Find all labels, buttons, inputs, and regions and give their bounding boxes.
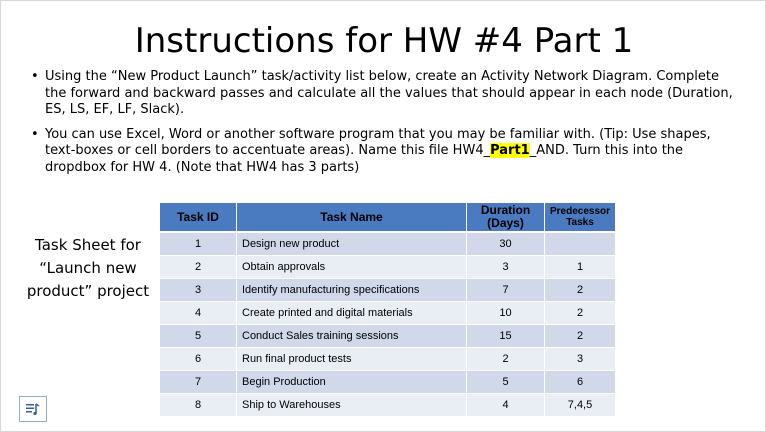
cell-task-id: 7 (160, 371, 237, 394)
cell-predecessor: 3 (545, 348, 616, 371)
table-row (160, 394, 616, 417)
cell-task-id: 8 (160, 394, 237, 417)
cell-task-id: 1 (160, 233, 237, 256)
cell-task-name: Ship to Warehouses (237, 394, 467, 417)
table-row (160, 325, 616, 348)
table-row (160, 302, 616, 325)
cell-duration: 5 (467, 371, 545, 394)
cell-task-id: 3 (160, 279, 237, 302)
cell-duration: 2 (467, 348, 545, 371)
bullet-item (31, 69, 743, 119)
notes-icon (25, 402, 41, 416)
task-sheet-label: Task Sheet for “Launch new product” project (26, 236, 150, 300)
bullet-text-pre: You can use Excel, Word or another software program that you may be familiar with. (Tip: Use shapes, text-boxes or cell borders to accentuate areas). Name this file HW4_ (45, 126, 711, 158)
cell-predecessor: 6 (545, 371, 616, 394)
bullet-list (31, 69, 743, 184)
cell-task-id: 2 (160, 256, 237, 279)
cell-duration: 15 (467, 325, 545, 348)
cell-predecessor: 2 (545, 325, 616, 348)
table-row (160, 233, 616, 256)
header-predecessor: Predecessor Tasks (545, 203, 616, 233)
slide-title: Instructions for HW #4 Part 1 (134, 21, 634, 61)
cell-task-name: Create printed and digital materials (237, 302, 467, 325)
task-table (160, 203, 616, 417)
header-task-id: Task ID (160, 203, 237, 233)
cell-task-name: Design new product (237, 233, 467, 256)
bullet-text-post: _AND. Turn this into the dropdbox for HW 4. (Note that HW4 has 3 parts) (45, 143, 684, 175)
cell-task-id: 5 (160, 325, 237, 348)
notes-button[interactable] (19, 396, 47, 422)
cell-predecessor: 1 (545, 256, 616, 279)
table-row (160, 279, 616, 302)
cell-task-name: Run final product tests (237, 348, 467, 371)
cell-duration: 30 (467, 233, 545, 256)
table-header-row (160, 203, 616, 233)
cell-task-name: Identify manufacturing specifications (237, 279, 467, 302)
cell-task-name: Begin Production (237, 371, 467, 394)
header-duration: Duration (Days) (467, 203, 545, 233)
table-row (160, 371, 616, 394)
cell-task-id: 4 (160, 302, 237, 325)
bullet-dot-icon: • (31, 69, 39, 84)
cell-task-id: 6 (160, 348, 237, 371)
cell-task-name: Conduct Sales training sessions (237, 325, 467, 348)
bullet-item (31, 127, 743, 177)
cell-duration: 7 (467, 279, 545, 302)
cell-task-name: Obtain approvals (237, 256, 467, 279)
cell-predecessor: 7,4,5 (545, 394, 616, 417)
table-row (160, 348, 616, 371)
cell-duration: 3 (467, 256, 545, 279)
highlighted-text: Part1 (490, 143, 530, 158)
bullet-text: Using the “New Product Launch” task/activity list below, create an Activity Network Diagram. Complete the forward and backward passes and calculate all the values that should appear in each node (Duration, ES, LS, EF, LF, Slack). (45, 69, 733, 117)
cell-predecessor: 2 (545, 302, 616, 325)
cell-duration: 10 (467, 302, 545, 325)
table-row (160, 256, 616, 279)
cell-predecessor (545, 233, 616, 256)
header-task-name: Task Name (237, 203, 467, 233)
bullet-dot-icon: • (31, 126, 39, 142)
cell-predecessor: 2 (545, 279, 616, 302)
cell-duration: 4 (467, 394, 545, 417)
